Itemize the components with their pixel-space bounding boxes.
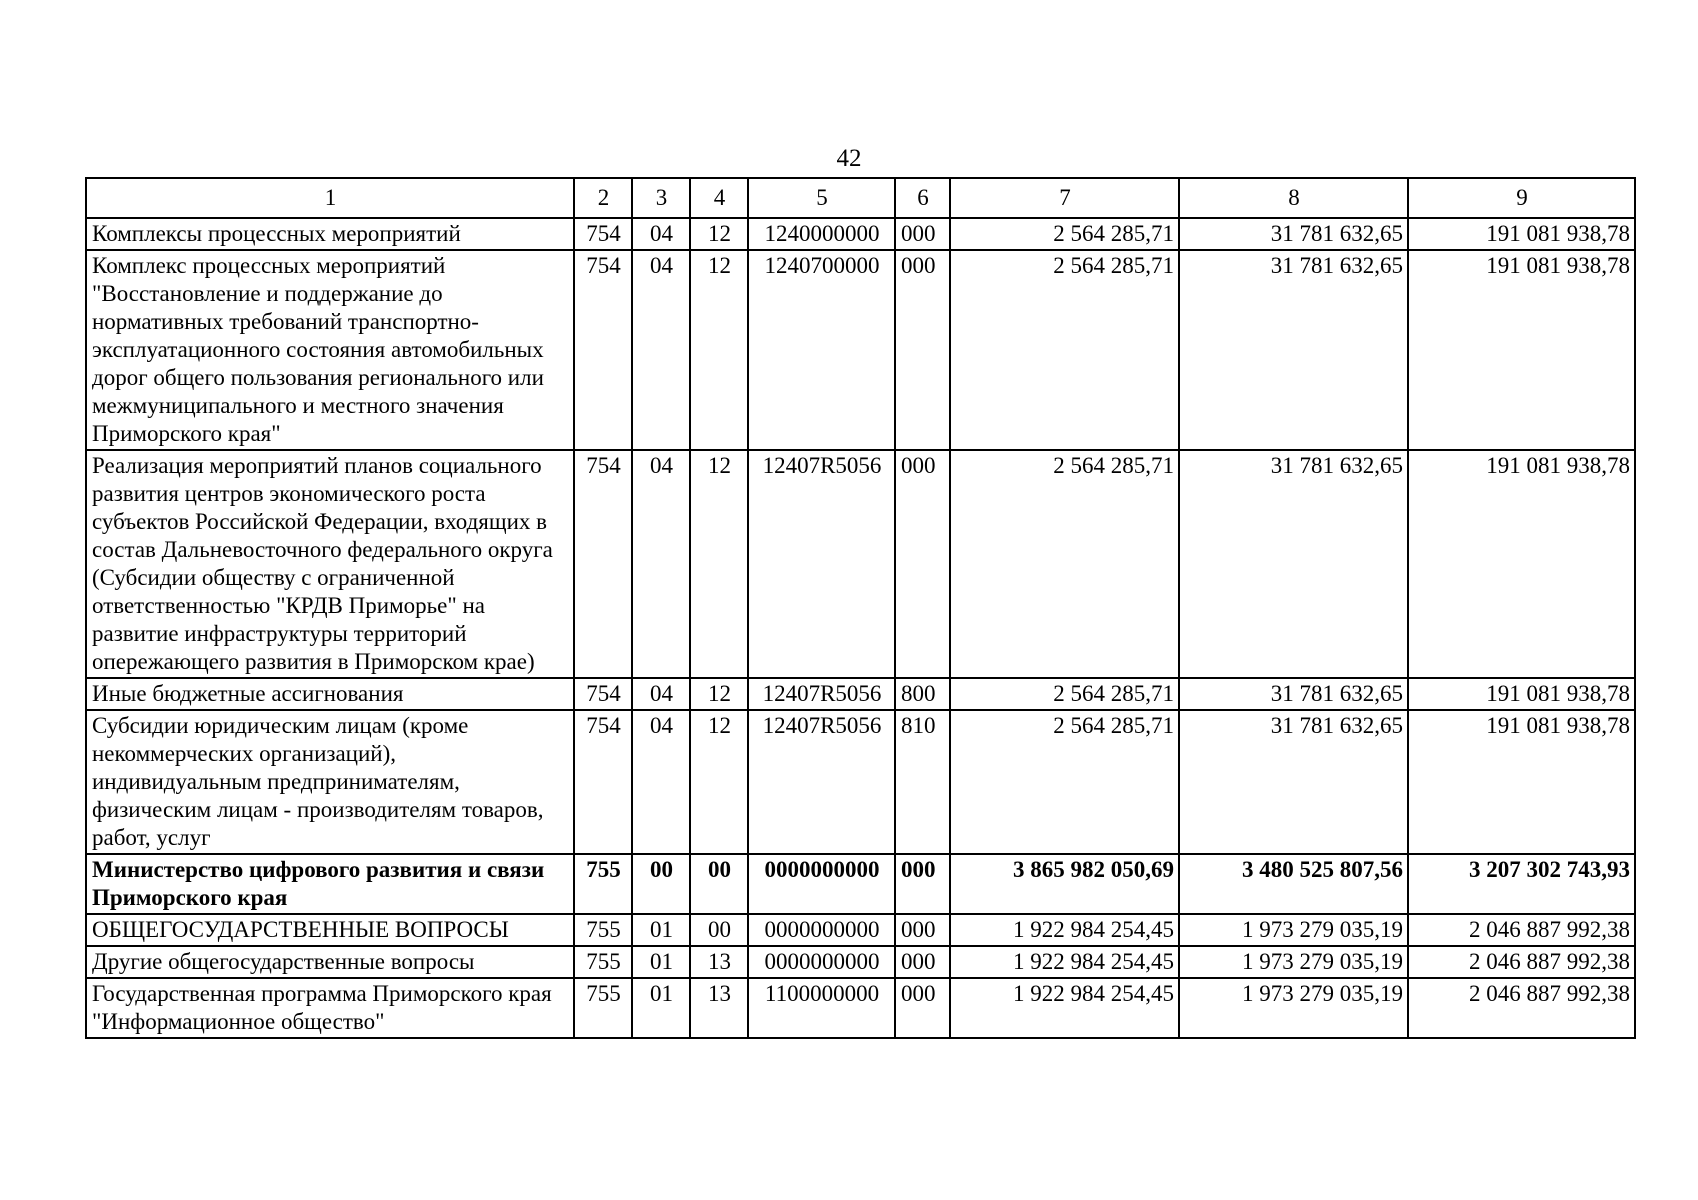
cell-col-2: 754 [574, 218, 632, 250]
cell-col-5: 12407R5056 [748, 710, 895, 854]
cell-col-5: 0000000000 [748, 946, 895, 978]
cell-col-8: 31 781 632,65 [1179, 250, 1408, 450]
cell-col-8: 1 973 279 035,19 [1179, 946, 1408, 978]
cell-col-9: 191 081 938,78 [1408, 450, 1635, 678]
cell-col-2: 755 [574, 978, 632, 1038]
row-name: Государственная программа Приморского края "Информационное общество" [86, 978, 574, 1038]
row-name: Иные бюджетные ассигнования [86, 678, 574, 710]
table-row [86, 946, 1635, 978]
cell-col-9: 191 081 938,78 [1408, 250, 1635, 450]
cell-col-6: 000 [895, 946, 950, 978]
cell-col-6: 000 [895, 450, 950, 678]
column-header: 5 [748, 178, 895, 218]
table-row [86, 250, 1635, 450]
column-header: 1 [86, 178, 574, 218]
cell-col-3: 04 [632, 218, 690, 250]
row-name: Реализация мероприятий планов социального развития центров экономического роста субъектов Российской Федерации, входящих в состав Дальневосточного федерального округа (Субсидии обществу с ограниченной ответственностью "КРДВ Приморье" на развитие инфраструктуры территорий опережающего развития в Приморском крае) [86, 450, 574, 678]
cell-col-2: 754 [574, 710, 632, 854]
cell-col-8: 1 973 279 035,19 [1179, 978, 1408, 1038]
table-row [86, 450, 1635, 678]
cell-col-7: 3 865 982 050,69 [950, 854, 1179, 914]
cell-col-3: 01 [632, 978, 690, 1038]
table-row [86, 678, 1635, 710]
column-header: 9 [1408, 178, 1635, 218]
table-row [86, 218, 1635, 250]
cell-col-4: 00 [690, 914, 748, 946]
cell-col-5: 1240700000 [748, 250, 895, 450]
cell-col-9: 2 046 887 992,38 [1408, 914, 1635, 946]
cell-col-3: 04 [632, 250, 690, 450]
table-body [86, 218, 1635, 1038]
budget-table [85, 177, 1636, 1039]
cell-col-3: 01 [632, 914, 690, 946]
cell-col-9: 191 081 938,78 [1408, 218, 1635, 250]
cell-col-7: 2 564 285,71 [950, 450, 1179, 678]
cell-col-5: 0000000000 [748, 854, 895, 914]
table-row [86, 854, 1635, 914]
cell-col-8: 31 781 632,65 [1179, 678, 1408, 710]
cell-col-8: 31 781 632,65 [1179, 710, 1408, 854]
row-name: Комплекс процессных мероприятий "Восстановление и поддержание до нормативных требований транспортно-эксплуатационного состояния автомобильных дорог общего пользования регионального или межмуниципального и местного значения Приморского края" [86, 250, 574, 450]
cell-col-6: 000 [895, 250, 950, 450]
cell-col-5: 1100000000 [748, 978, 895, 1038]
table-row [86, 710, 1635, 854]
cell-col-8: 3 480 525 807,56 [1179, 854, 1408, 914]
cell-col-5: 0000000000 [748, 914, 895, 946]
cell-col-4: 12 [690, 678, 748, 710]
cell-col-4: 00 [690, 854, 748, 914]
cell-col-9: 3 207 302 743,93 [1408, 854, 1635, 914]
cell-col-3: 04 [632, 710, 690, 854]
cell-col-2: 754 [574, 678, 632, 710]
cell-col-5: 12407R5056 [748, 678, 895, 710]
column-header: 8 [1179, 178, 1408, 218]
cell-col-7: 1 922 984 254,45 [950, 914, 1179, 946]
cell-col-7: 2 564 285,71 [950, 218, 1179, 250]
cell-col-2: 754 [574, 250, 632, 450]
cell-col-4: 13 [690, 978, 748, 1038]
page-number: 42 [836, 145, 862, 172]
column-header: 2 [574, 178, 632, 218]
cell-col-2: 755 [574, 854, 632, 914]
cell-col-8: 1 973 279 035,19 [1179, 914, 1408, 946]
cell-col-6: 000 [895, 914, 950, 946]
cell-col-6: 810 [895, 710, 950, 854]
table-row [86, 978, 1635, 1038]
row-name: Комплексы процессных мероприятий [86, 218, 574, 250]
cell-col-7: 1 922 984 254,45 [950, 978, 1179, 1038]
cell-col-9: 2 046 887 992,38 [1408, 978, 1635, 1038]
cell-col-3: 04 [632, 678, 690, 710]
cell-col-6: 000 [895, 978, 950, 1038]
cell-col-6: 000 [895, 854, 950, 914]
cell-col-2: 754 [574, 450, 632, 678]
cell-col-6: 000 [895, 218, 950, 250]
cell-col-7: 2 564 285,71 [950, 250, 1179, 450]
cell-col-4: 12 [690, 710, 748, 854]
cell-col-4: 13 [690, 946, 748, 978]
header-row [86, 178, 1635, 218]
cell-col-9: 2 046 887 992,38 [1408, 946, 1635, 978]
cell-col-7: 2 564 285,71 [950, 710, 1179, 854]
table-row [86, 914, 1635, 946]
row-name: Министерство цифрового развития и связи Приморского края [86, 854, 574, 914]
cell-col-7: 2 564 285,71 [950, 678, 1179, 710]
cell-col-8: 31 781 632,65 [1179, 218, 1408, 250]
cell-col-2: 755 [574, 946, 632, 978]
cell-col-4: 12 [690, 250, 748, 450]
cell-col-5: 1240000000 [748, 218, 895, 250]
cell-col-2: 755 [574, 914, 632, 946]
cell-col-3: 00 [632, 854, 690, 914]
cell-col-7: 1 922 984 254,45 [950, 946, 1179, 978]
row-name: Другие общегосударственные вопросы [86, 946, 574, 978]
column-header: 3 [632, 178, 690, 218]
cell-col-9: 191 081 938,78 [1408, 678, 1635, 710]
cell-col-3: 04 [632, 450, 690, 678]
cell-col-4: 12 [690, 450, 748, 678]
column-header: 6 [895, 178, 950, 218]
cell-col-5: 12407R5056 [748, 450, 895, 678]
cell-col-8: 31 781 632,65 [1179, 450, 1408, 678]
row-name: Субсидии юридическим лицам (кроме некоммерческих организаций), индивидуальным предпринимателям, физическим лицам - производителям товаров, работ, услуг [86, 710, 574, 854]
row-name: ОБЩЕГОСУДАРСТВЕННЫЕ ВОПРОСЫ [86, 914, 574, 946]
column-header: 4 [690, 178, 748, 218]
column-header: 7 [950, 178, 1179, 218]
cell-col-9: 191 081 938,78 [1408, 710, 1635, 854]
cell-col-6: 800 [895, 678, 950, 710]
cell-col-3: 01 [632, 946, 690, 978]
cell-col-4: 12 [690, 218, 748, 250]
